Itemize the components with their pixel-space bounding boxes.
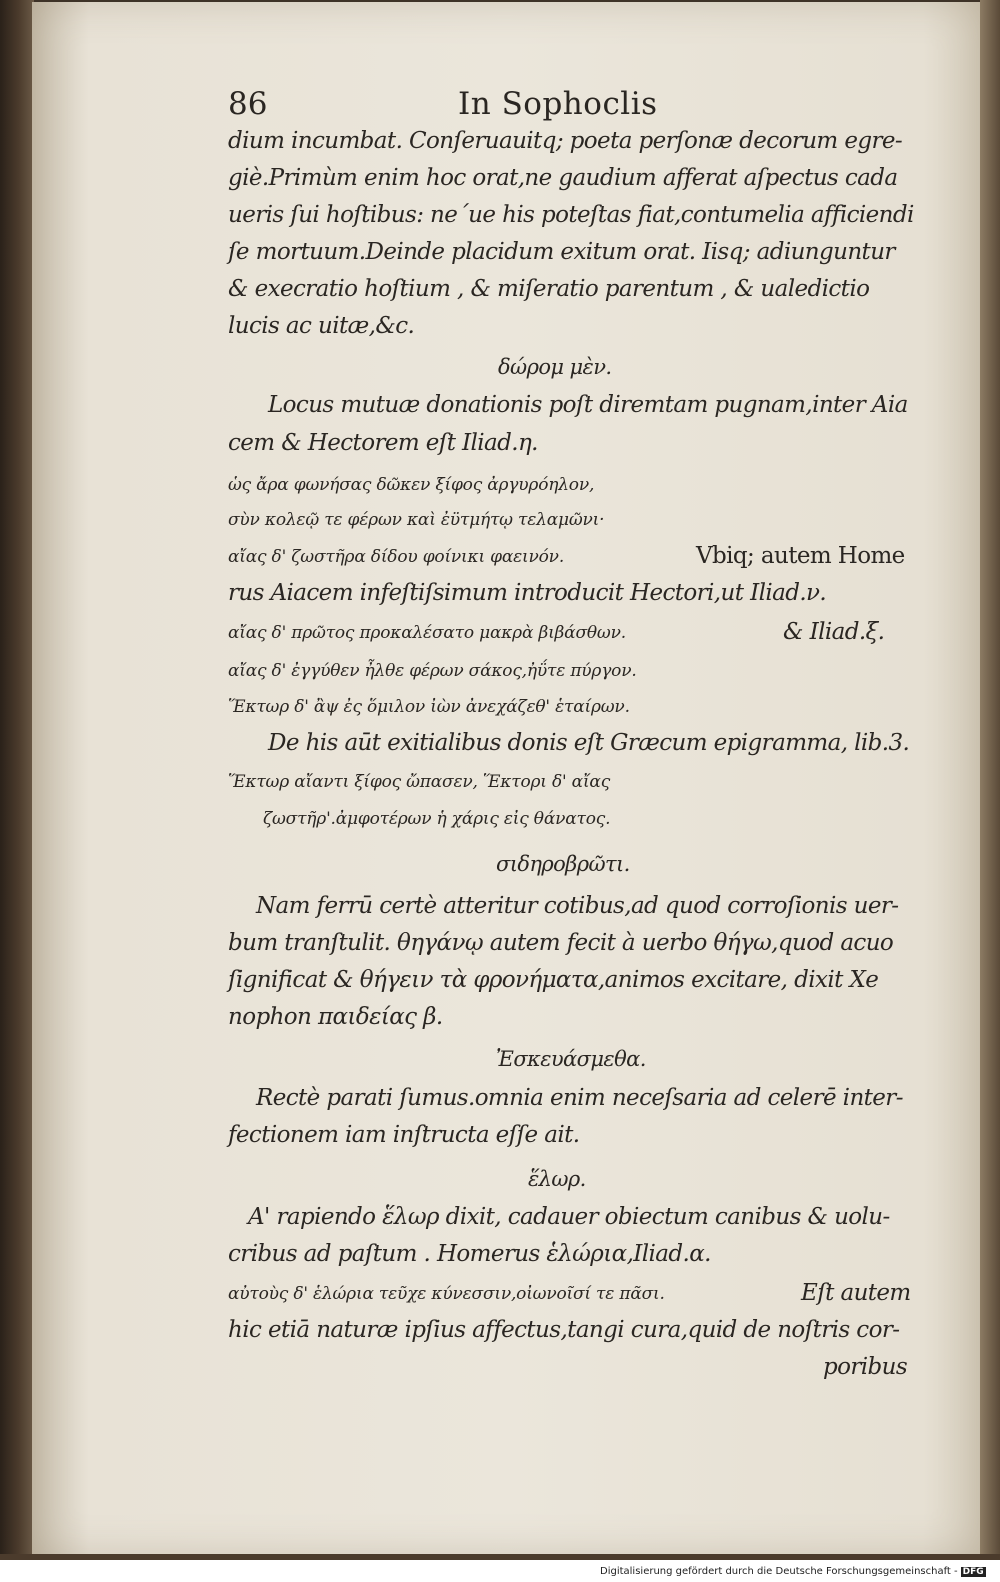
text-line: fectionem iam inſtructa eſſe ait. [228, 1122, 580, 1148]
running-head: In Sophoclis [458, 86, 658, 122]
text-line: cribus ad paſtum . Homerus ἑλώρια,Iliad.α. [228, 1241, 711, 1267]
text-line: & Iliad.ξ. [783, 619, 885, 645]
greek-line: Ἕκτωρ δ' ἂψ ἐς ὅμιλον ἰὼν ἀνεχάζεθ' ἑταίρων. [228, 697, 630, 717]
section-heading: σιδηροβρῶτι. [496, 852, 630, 876]
catchword: poribus [823, 1354, 908, 1380]
text-line: Eſt autem [801, 1280, 911, 1306]
text-line: cem & Hectorem eſt Iliad.η. [228, 430, 538, 456]
section-heading: δώρομ μὲν. [498, 355, 612, 379]
text-line: Rectè parati ſumus.omnia enim neceſsaria ad celerē inter- [256, 1085, 903, 1111]
greek-line: ζωστῆρ'.ἀμφοτέρων ἡ χάρις εἰς θάνατος. [263, 809, 611, 829]
text-line: lucis ac uitæ,&c. [228, 313, 415, 339]
text-line: ſe mortuum.Deinde placidum exitum orat. Iisq; adiunguntur [228, 239, 895, 265]
text-line: ueris ſui hoſtibus: ne´ue his poteſtas fiat,contumelia afficiendi [228, 202, 914, 228]
greek-line: αἴας δ' ζωστῆρα δίδου φοίνικι φαεινόν. [228, 547, 565, 567]
text-line: De his aūt exitialibus donis eſt Græcum epigramma, lib.3. [268, 730, 910, 756]
greek-line: αὐτοὺς δ' ἑλώρια τεῦχε κύνεσσιν,οἰωνοῖσί τε πᾶσι. [228, 1284, 665, 1304]
text-line: Locus mutuæ donationis poſt diremtam pugnam,inter Aia [268, 392, 908, 418]
section-heading: ἕλωρ. [528, 1167, 586, 1191]
greek-line: αἴας δ' ἐγγύθεν ἦλθε φέρων σάκος,ἠΰτε πύργον. [228, 661, 637, 681]
text-line: giè.Primùm enim hoc orat,ne gaudium afferat aſpectus cada [228, 165, 898, 191]
greek-line: ὡς ἄρα φωνήσας δῶκεν ξίφος ἀργυρόηλον, [228, 475, 595, 495]
text-line: & execratio hoſtium , & miſeratio parentum , & ualedictio [228, 276, 870, 302]
digitization-credit [600, 1566, 986, 1577]
page-number: 86 [228, 86, 268, 122]
credit-text: Digitalisierung gefördert durch die Deutsche Forschungsgemeinschaft - [600, 1566, 958, 1577]
text-line: hic etiā naturæ ipſius affectus,tangi cura,quid de noſtris cor- [228, 1317, 900, 1343]
greek-line: αἴας δ' πρῶτος προκαλέσατο μακρὰ βιβάσθων. [228, 623, 626, 643]
text-line: Nam ferrū certè atteritur cotibus,ad quod corroſionis uer- [256, 893, 899, 919]
page-edge [980, 0, 1000, 1560]
text-line: bum tranſtulit. θηγάνῳ autem fecit à uerbo θήγω,quod acuo [228, 930, 894, 956]
text-line: Vbiq; autem Home [696, 543, 905, 569]
text-line: A' rapiendo ἕλωρ dixit, cadauer obiectum canibus & uolu- [248, 1204, 890, 1230]
text-line: rus Aiacem infeſtiſsimum introducit Hectori,ut Iliad.ν. [228, 580, 827, 606]
text-line: nophon παιδείας β. [228, 1004, 443, 1030]
text-line: ſignificat & θήγειν τὰ φρονήματα,animos excitare, dixit Xe [228, 967, 879, 993]
body-text [228, 0, 928, 1560]
greek-line: σὺν κολεῷ τε φέρων καὶ ἐϋτμήτῳ τελαμῶνι· [228, 510, 605, 530]
book-spine [0, 0, 34, 1560]
greek-line: Ἕκτωρ αἴαντι ξίφος ὤπασεν, Ἕκτορι δ' αἴας [228, 772, 611, 792]
text-line: dium incumbat. Conſeruauitq; poeta perſonæ decorum egre- [228, 128, 903, 154]
section-heading: Ἐσκευάσμεθα. [496, 1047, 646, 1071]
dfg-logo: DFG [962, 1567, 984, 1577]
